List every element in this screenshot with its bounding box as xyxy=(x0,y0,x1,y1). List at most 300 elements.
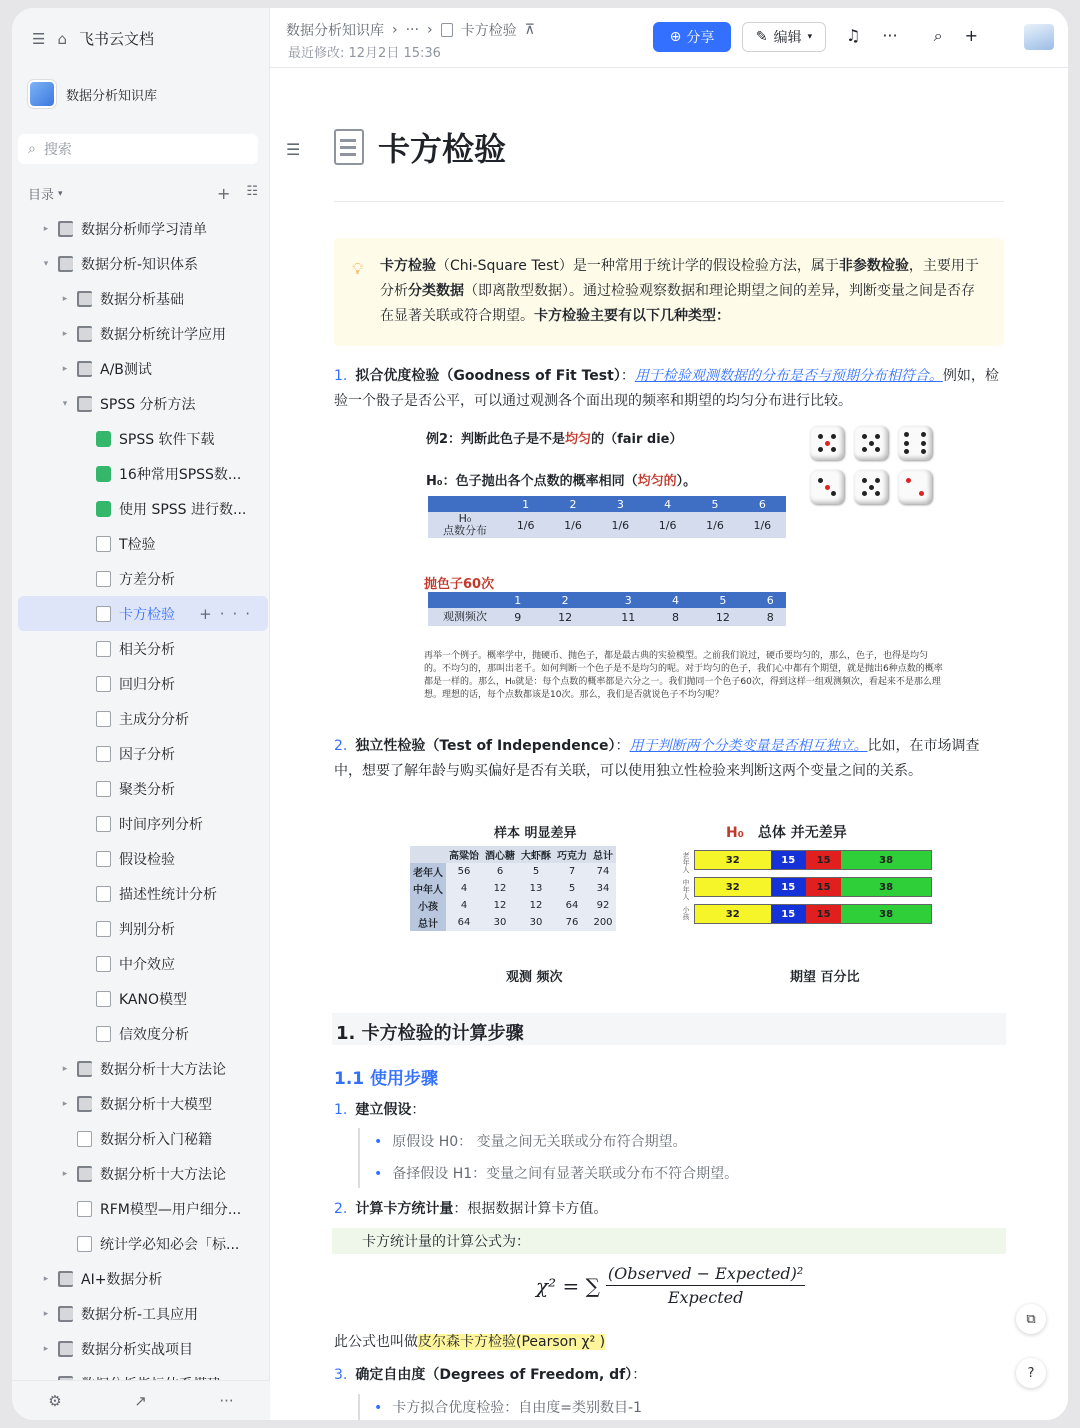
sidebar-item-label: 数据分析入门秘籍 xyxy=(100,1131,212,1148)
doc-header xyxy=(270,8,1068,68)
chevron-right-icon[interactable]: ▸ xyxy=(62,1063,68,1074)
bullet-icon: • xyxy=(374,1166,383,1182)
sidebar-item[interactable] xyxy=(18,1331,268,1366)
sidebar-item-label: 数据分析基础 xyxy=(100,291,184,308)
sidebar xyxy=(12,8,270,1420)
heading-3[interactable]: 1.1 使用步骤 xyxy=(334,1069,439,1089)
column-header xyxy=(410,846,446,863)
bar-y-label: 小孩 xyxy=(682,906,690,920)
stacked-bar xyxy=(694,904,932,924)
chevron-down-icon[interactable]: ▾ xyxy=(58,188,63,199)
heading-2[interactable]: 1. 卡方检验的计算步骤 xyxy=(332,1013,1006,1045)
table-cell: 4 xyxy=(446,897,482,914)
table-row xyxy=(410,897,616,914)
bell-icon[interactable]: ♫ xyxy=(846,26,861,45)
sidebar-item[interactable] xyxy=(18,421,268,456)
sidebar-item[interactable] xyxy=(18,1156,268,1191)
chevron-right-icon: › xyxy=(426,22,433,38)
sidebar-item-label: 数据分析师学习清单 xyxy=(81,221,207,238)
breadcrumb-root[interactable]: 数据分析知识库 xyxy=(286,23,384,39)
sidebar-item[interactable] xyxy=(18,1016,268,1051)
folder-icon xyxy=(58,221,73,237)
sidebar-item-label: 数据分析十大模型 xyxy=(100,1096,212,1113)
sheet-icon xyxy=(96,501,111,517)
table-cell: 5 xyxy=(554,880,590,897)
sidebar-top xyxy=(32,28,154,49)
sidebar-item[interactable] xyxy=(18,1121,268,1156)
column-header: 高粱饴 xyxy=(446,846,482,863)
step-2[interactable] xyxy=(334,1197,607,1222)
row-label: 老年人 xyxy=(410,863,446,880)
step-sep: ： xyxy=(411,1102,426,1118)
formula-label-block[interactable]: 卡方统计量的计算公式为： xyxy=(332,1228,1006,1254)
chevron-right-icon: › xyxy=(392,22,398,38)
table-cell: 200 xyxy=(590,914,616,931)
die-icon xyxy=(810,426,844,460)
list-item[interactable] xyxy=(374,1394,958,1420)
sidebar-item[interactable] xyxy=(18,1086,268,1121)
doc-icon xyxy=(96,956,111,972)
doc-icon xyxy=(96,816,111,832)
table-cell: 13 xyxy=(518,880,554,897)
callout-bold-3: 分类数据 xyxy=(408,283,464,299)
table-header-row xyxy=(410,846,616,863)
formula-lhs: χ² = ∑ xyxy=(536,1273,600,1298)
formula-numerator: (Observed − Expected)² xyxy=(606,1264,805,1286)
sidebar-item[interactable] xyxy=(18,456,268,491)
table-cell: 8 xyxy=(660,608,692,626)
die-icon xyxy=(898,470,932,504)
knowledge-base-name: 数据分析知识库 xyxy=(66,88,158,104)
table-cell: 11 xyxy=(597,608,660,626)
independence-image[interactable] xyxy=(410,810,970,990)
sidebar-item-label: 中介效应 xyxy=(119,956,175,973)
sidebar-item[interactable] xyxy=(18,841,268,876)
table-cell: 30 xyxy=(518,914,554,931)
table-cell: 12 xyxy=(482,880,518,897)
chevron-right-icon[interactable]: ▸ xyxy=(43,1343,49,1354)
bar-segment: 15 xyxy=(806,878,841,896)
step-3[interactable] xyxy=(334,1363,646,1388)
sidebar-item-label: 16种常用SPSS数... xyxy=(119,466,242,483)
doc-icon xyxy=(96,921,111,937)
item-title: 独立性检验（Test of Independence） xyxy=(355,738,616,754)
example-paragraph: 再举一个例子。概率学中，抛硬币、抛色子，都是最古典的实验模型。之前我们说过，硬币要均匀的，那么，色子，也得是均匀的。不均匀的，那叫出老千。如何判断一个色子是不是均匀的呢。对于均匀的色子，我们心中都有个期望，就是抛出6种点数的概率都是一样的。那么，H₀就是：每个点数的概率都是六分之一。我们抛同一个色子60次，得到这样一组观测频次，看起来不是那么理想。理想的话，每个点数都该是10次。那么，我们是否就说色子不均匀呢？ xyxy=(424,651,943,700)
formula-denominator: Expected xyxy=(667,1288,744,1307)
doc-small-icon xyxy=(441,23,453,37)
sub-text: 备择假设 H1：变量之间有显著关联或分布不符合期望。 xyxy=(392,1166,739,1182)
doc-icon xyxy=(96,746,111,762)
bar-segment: 15 xyxy=(771,905,806,923)
sidebar-item-label: 时间序列分析 xyxy=(119,816,203,833)
chevron-right-icon[interactable]: ▸ xyxy=(62,363,68,374)
row-label: 观测频次 xyxy=(428,608,502,626)
table-cell: 64 xyxy=(446,914,482,931)
doc-icon xyxy=(96,1026,111,1042)
outline-icon[interactable]: ☰ xyxy=(286,140,301,159)
table-cell: 1/6 xyxy=(597,512,644,538)
callout-block[interactable] xyxy=(334,238,1004,346)
column-header: 大虾酥 xyxy=(518,846,554,863)
table-cell: 2 xyxy=(534,592,597,608)
sidebar-item-label: SPSS 分析方法 xyxy=(100,396,196,413)
table-cell: 6 xyxy=(482,863,518,880)
add-page-icon[interactable]: + xyxy=(216,184,231,203)
chevron-right-icon[interactable]: ▸ xyxy=(62,1098,68,1109)
step-title: 计算卡方统计量 xyxy=(355,1201,454,1217)
sidebar-item[interactable] xyxy=(18,386,268,421)
item-text: 例如，检验一个骰子是否公平，可以通过观测各个面出现的频率和期望的均匀分布进行比较。 xyxy=(334,368,999,409)
toc-label[interactable]: 目录 xyxy=(28,188,55,203)
item-text: 比如，在市场调查中，想要了解年龄与购买偏好是否有关联，可以使用独立性检验来判断这两个变量之间的关系。 xyxy=(334,738,980,779)
sidebar-item-label: 回归分析 xyxy=(119,676,175,693)
hypothesis-line xyxy=(426,470,696,489)
sub-text: 原假设 H0： 变量之间无关联或分布符合期望。 xyxy=(392,1134,687,1150)
collapse-sidebar-icon[interactable]: ☰ xyxy=(32,29,46,48)
share-button[interactable] xyxy=(653,22,731,52)
table-row xyxy=(428,592,786,608)
callout-text-3: （即离散型数据）。通过检验观察数据和理论期望之间的差异，判断变量之间是否存在显著关联或符合期望。 xyxy=(380,283,975,324)
table-cell: 9 xyxy=(502,608,534,626)
callout-text-2: ，主要用于分析 xyxy=(380,258,979,299)
sidebar-item-label: 数据分析-工具应用 xyxy=(81,1306,199,1323)
bar-y-label: 中年人 xyxy=(682,879,690,900)
sidebar-search[interactable] xyxy=(18,134,258,164)
example-title xyxy=(426,428,682,447)
table-cell: 12 xyxy=(482,897,518,914)
throw-label: 抛色子60次 xyxy=(424,577,495,592)
chevron-right-icon[interactable]: ▸ xyxy=(62,328,68,339)
sidebar-item-label: 使用 SPSS 进行数... xyxy=(119,501,247,518)
search-placeholder: 搜索 xyxy=(43,142,72,158)
list-item-goodness-of-fit[interactable] xyxy=(334,364,1006,414)
lightbulb-icon: 💡︎ xyxy=(352,259,364,278)
table-corner xyxy=(428,592,502,608)
item-link[interactable]: 用于判断两个分类变量是否相互独立。 xyxy=(629,738,868,754)
folder-icon xyxy=(58,1341,73,1357)
table-cell: 5 xyxy=(691,592,754,608)
bar-segment: 38 xyxy=(841,905,931,923)
doc-icon xyxy=(96,991,111,1007)
bar-y-label: 老年人 xyxy=(682,852,690,873)
table-cell: 5 xyxy=(518,863,554,880)
list-settings-icon[interactable]: ☷ xyxy=(246,184,258,199)
row-label: 总计 xyxy=(410,914,446,931)
sidebar-item-label: KANO模型 xyxy=(119,991,188,1008)
formula-fraction xyxy=(606,1264,805,1307)
sidebar-item-label: 因子分析 xyxy=(119,746,175,763)
chevron-right-icon[interactable]: ▸ xyxy=(43,1308,49,1319)
table-cell: 4 xyxy=(660,592,692,608)
table-cell: 5 xyxy=(691,496,738,512)
doc-icon xyxy=(96,536,111,552)
list-number: 3. xyxy=(334,1367,348,1383)
sidebar-item[interactable] xyxy=(18,1261,268,1296)
sidebar-item[interactable] xyxy=(18,596,268,631)
sidebar-item[interactable] xyxy=(18,1191,268,1226)
die-icon xyxy=(854,470,888,504)
table-cell: 12 xyxy=(518,897,554,914)
sidebar-item-label: 判别分析 xyxy=(119,921,175,938)
table-cell: 4 xyxy=(644,496,691,512)
die-icon xyxy=(854,426,888,460)
step-title: 建立假设 xyxy=(355,1102,412,1118)
item-link[interactable]: 用于检验观测数据的分布是否与预期分布相符合。 xyxy=(634,368,943,384)
sheet-icon xyxy=(96,431,111,447)
sidebar-item[interactable] xyxy=(18,491,268,526)
table-cell: 1/6 xyxy=(549,512,596,538)
knowledge-base-icon xyxy=(28,80,56,108)
chevron-right-icon[interactable]: ▸ xyxy=(62,293,68,304)
sidebar-item[interactable] xyxy=(18,561,268,596)
column-header: 总计 xyxy=(590,846,616,863)
dice-example-image[interactable] xyxy=(380,418,970,714)
sidebar-item-label: T检验 xyxy=(119,536,156,553)
table-cell: 30 xyxy=(482,914,518,931)
app-window xyxy=(12,8,1068,1420)
divider xyxy=(334,201,1004,202)
folder-icon xyxy=(77,1061,92,1077)
sidebar-item[interactable] xyxy=(18,946,268,981)
doc-tree xyxy=(18,211,268,1401)
sidebar-item[interactable] xyxy=(18,1226,268,1261)
copy-link-icon[interactable]: ⧉ xyxy=(1016,1304,1046,1334)
sidebar-item[interactable] xyxy=(18,351,268,386)
right-caption: 期望 百分比 xyxy=(790,970,860,985)
chevron-right-icon[interactable]: ▸ xyxy=(62,1168,68,1179)
table-cell: 1/6 xyxy=(691,512,738,538)
breadcrumb-ellipsis[interactable]: ··· xyxy=(405,22,419,38)
table-row xyxy=(428,512,786,538)
doc-icon xyxy=(96,676,111,692)
folder-icon xyxy=(58,256,73,272)
sidebar-item-label: 相关分析 xyxy=(119,641,175,658)
callout-bold-2: 非参数检验 xyxy=(838,258,909,274)
list-number: 1. xyxy=(334,368,348,384)
stacked-bar xyxy=(694,877,932,897)
sidebar-item-label: 信效度分析 xyxy=(119,1026,189,1043)
sidebar-item[interactable] xyxy=(18,736,268,771)
chevron-right-icon[interactable]: ▸ xyxy=(43,1273,49,1284)
table-cell: 8 xyxy=(754,608,786,626)
table-cell: 4 xyxy=(446,880,482,897)
sidebar-item[interactable] xyxy=(18,246,268,281)
table-cell: 12 xyxy=(534,608,597,626)
knowledge-base-header[interactable] xyxy=(28,80,157,108)
folder-icon xyxy=(58,1306,73,1322)
search-icon[interactable]: ⌕ xyxy=(933,26,943,45)
table-row xyxy=(410,880,616,897)
step-title: 确定自由度（Degrees of Freedom, df） xyxy=(355,1367,633,1383)
sidebar-item[interactable] xyxy=(18,211,268,246)
step-1[interactable] xyxy=(334,1098,425,1123)
share-label: 分享 xyxy=(686,30,715,46)
die-icon xyxy=(810,470,844,504)
doc-icon xyxy=(77,1201,92,1217)
table-cell: 3 xyxy=(597,592,660,608)
folder-icon xyxy=(77,396,92,412)
folder-icon xyxy=(77,1166,92,1182)
pencil-icon: ✎ xyxy=(755,29,768,45)
sidebar-item[interactable] xyxy=(18,806,268,841)
sidebar-item-label: 主成分分析 xyxy=(119,711,189,728)
list-item[interactable] xyxy=(374,1128,958,1156)
table-cell: 1/6 xyxy=(739,512,786,538)
page-title xyxy=(334,124,506,170)
folder-icon xyxy=(77,326,92,342)
list-item[interactable] xyxy=(374,1156,958,1184)
left-title: 样本 明显差异 xyxy=(494,826,577,841)
table-row xyxy=(428,496,786,512)
table-cell: 3 xyxy=(597,496,644,512)
toc-header xyxy=(28,184,258,203)
avatar[interactable] xyxy=(1024,24,1054,50)
doc-icon xyxy=(96,886,111,902)
edit-button[interactable] xyxy=(742,22,826,52)
table-cell: 76 xyxy=(554,914,590,931)
app-name[interactable]: 飞书云文档 xyxy=(78,30,154,48)
folder-icon xyxy=(77,361,92,377)
h0-end: ）。 xyxy=(676,474,697,489)
sidebar-item[interactable] xyxy=(18,876,268,911)
pearson-paragraph[interactable] xyxy=(334,1330,605,1355)
chevron-down-icon: ▾ xyxy=(807,32,813,42)
folder-icon xyxy=(77,291,92,307)
home-icon[interactable]: ⌂ xyxy=(57,29,67,48)
bar-segment: 38 xyxy=(841,851,931,869)
chevron-right-icon[interactable]: ▸ xyxy=(43,223,49,234)
list-number: 2. xyxy=(334,738,348,754)
expected-table xyxy=(428,496,786,538)
example-red: 均匀 xyxy=(565,432,592,447)
sidebar-item[interactable] xyxy=(18,281,268,316)
sidebar-item[interactable] xyxy=(18,701,268,736)
bar-segment: 15 xyxy=(771,878,806,896)
table-cell: 56 xyxy=(446,863,482,880)
table-row xyxy=(410,863,616,880)
callout-bold-1: 卡方检验 xyxy=(380,258,436,274)
table-cell: 64 xyxy=(554,897,590,914)
chi-square-formula xyxy=(536,1264,805,1307)
table-cell: 92 xyxy=(590,897,616,914)
doc-icon xyxy=(96,851,111,867)
callout-bold-4: 卡方检验主要有以下几种类型： xyxy=(534,308,730,324)
step-text: ：根据数据计算卡方值。 xyxy=(453,1201,608,1217)
title-text[interactable]: 卡方检验 xyxy=(378,130,507,168)
sidebar-item[interactable] xyxy=(18,771,268,806)
chevron-down-icon[interactable]: ▾ xyxy=(43,258,49,269)
sidebar-item[interactable] xyxy=(18,631,268,666)
row-label: H₀ 点数分布 xyxy=(428,512,502,538)
die-icon xyxy=(898,426,932,460)
sidebar-item-label: 数据分析十大方法论 xyxy=(100,1166,226,1183)
breadcrumb xyxy=(286,20,535,40)
sheet-icon xyxy=(96,466,111,482)
bar-segment: 32 xyxy=(695,878,771,896)
bar-segment: 32 xyxy=(695,851,771,869)
stacked-bar xyxy=(694,850,932,870)
step-3-sublist xyxy=(358,1394,958,1420)
folder-icon xyxy=(77,1096,92,1112)
list-number: 1. xyxy=(334,1102,348,1118)
chevron-down-icon[interactable]: ▾ xyxy=(62,398,68,409)
sidebar-item[interactable] xyxy=(18,666,268,701)
help-icon[interactable]: ? xyxy=(1016,1358,1046,1388)
bar-segment: 15 xyxy=(806,851,841,869)
list-item-independence[interactable] xyxy=(334,734,1006,784)
pearson-prefix: 此公式也叫做 xyxy=(334,1334,418,1350)
doc-icon xyxy=(96,606,111,622)
share-tree-icon[interactable]: ↗ xyxy=(134,1391,147,1410)
more-icon[interactable]: ··· xyxy=(882,26,898,45)
sidebar-item-label: 假设检验 xyxy=(119,851,175,868)
example-suffix: 的（fair die） xyxy=(591,432,683,447)
list-number: 2. xyxy=(334,1201,348,1217)
pin-icon[interactable]: ⊼ xyxy=(524,22,535,38)
sidebar-item-label: 方差分析 xyxy=(119,571,175,588)
observed-table xyxy=(428,592,786,626)
doc-content xyxy=(270,68,1068,1420)
row-label: 中年人 xyxy=(410,880,446,897)
sidebar-item[interactable] xyxy=(18,526,268,561)
more-icon[interactable]: ··· xyxy=(219,1391,234,1410)
expected-bars xyxy=(694,850,932,931)
sidebar-item-label: A/B测试 xyxy=(100,361,152,378)
sidebar-item-label: 数据分析统计学应用 xyxy=(100,326,226,343)
crosstab-table xyxy=(410,846,616,931)
sub-text: 卡方拟合优度检验：自由度=类别数目-1 xyxy=(392,1400,642,1416)
table-row xyxy=(410,914,616,931)
search-icon: ⌕ xyxy=(28,141,36,157)
doc-icon xyxy=(96,781,111,797)
sidebar-item-label: RFM模型—用户细分... xyxy=(100,1201,242,1218)
row-label: 小孩 xyxy=(410,897,446,914)
right-title xyxy=(726,822,847,842)
doc-icon xyxy=(77,1236,92,1252)
breadcrumb-current[interactable]: 卡方检验 xyxy=(460,23,517,39)
sidebar-item-label: 统计学必知必会「标... xyxy=(100,1236,240,1253)
header-actions xyxy=(846,26,978,46)
table-cell: 34 xyxy=(590,880,616,897)
sidebar-item-label: 卡方检验 xyxy=(119,606,175,623)
table-cell: 6 xyxy=(739,496,786,512)
item-sep: ： xyxy=(620,368,635,384)
table-cell: 7 xyxy=(554,863,590,880)
sidebar-item[interactable] xyxy=(18,1051,268,1086)
bullet-icon: • xyxy=(374,1134,383,1150)
sidebar-item[interactable] xyxy=(18,316,268,351)
add-icon[interactable]: + xyxy=(964,26,978,45)
bar-segment: 15 xyxy=(806,905,841,923)
sidebar-item[interactable] xyxy=(18,911,268,946)
item-title: 拟合优度检验（Goodness of Fit Test） xyxy=(355,368,621,384)
sidebar-item[interactable] xyxy=(18,1296,268,1331)
table-cell: 12 xyxy=(691,608,754,626)
settings-icon[interactable]: ⚙ xyxy=(48,1391,62,1410)
folder-icon xyxy=(58,1271,73,1287)
table-cell: 1 xyxy=(502,496,549,512)
doc-icon xyxy=(77,1131,92,1147)
item-actions[interactable]: +··· xyxy=(199,604,258,623)
doc-icon xyxy=(96,641,111,657)
h0-text: H₀：色子抛出各个点数的概率相同（ xyxy=(426,474,638,489)
last-modified: 最近修改: 12月2日 15:36 xyxy=(288,46,441,61)
table-row xyxy=(428,608,786,626)
right-title-text: 总体 并无差异 xyxy=(757,825,847,841)
doc-icon xyxy=(96,711,111,727)
sidebar-item[interactable] xyxy=(18,981,268,1016)
doc-icon xyxy=(96,571,111,587)
